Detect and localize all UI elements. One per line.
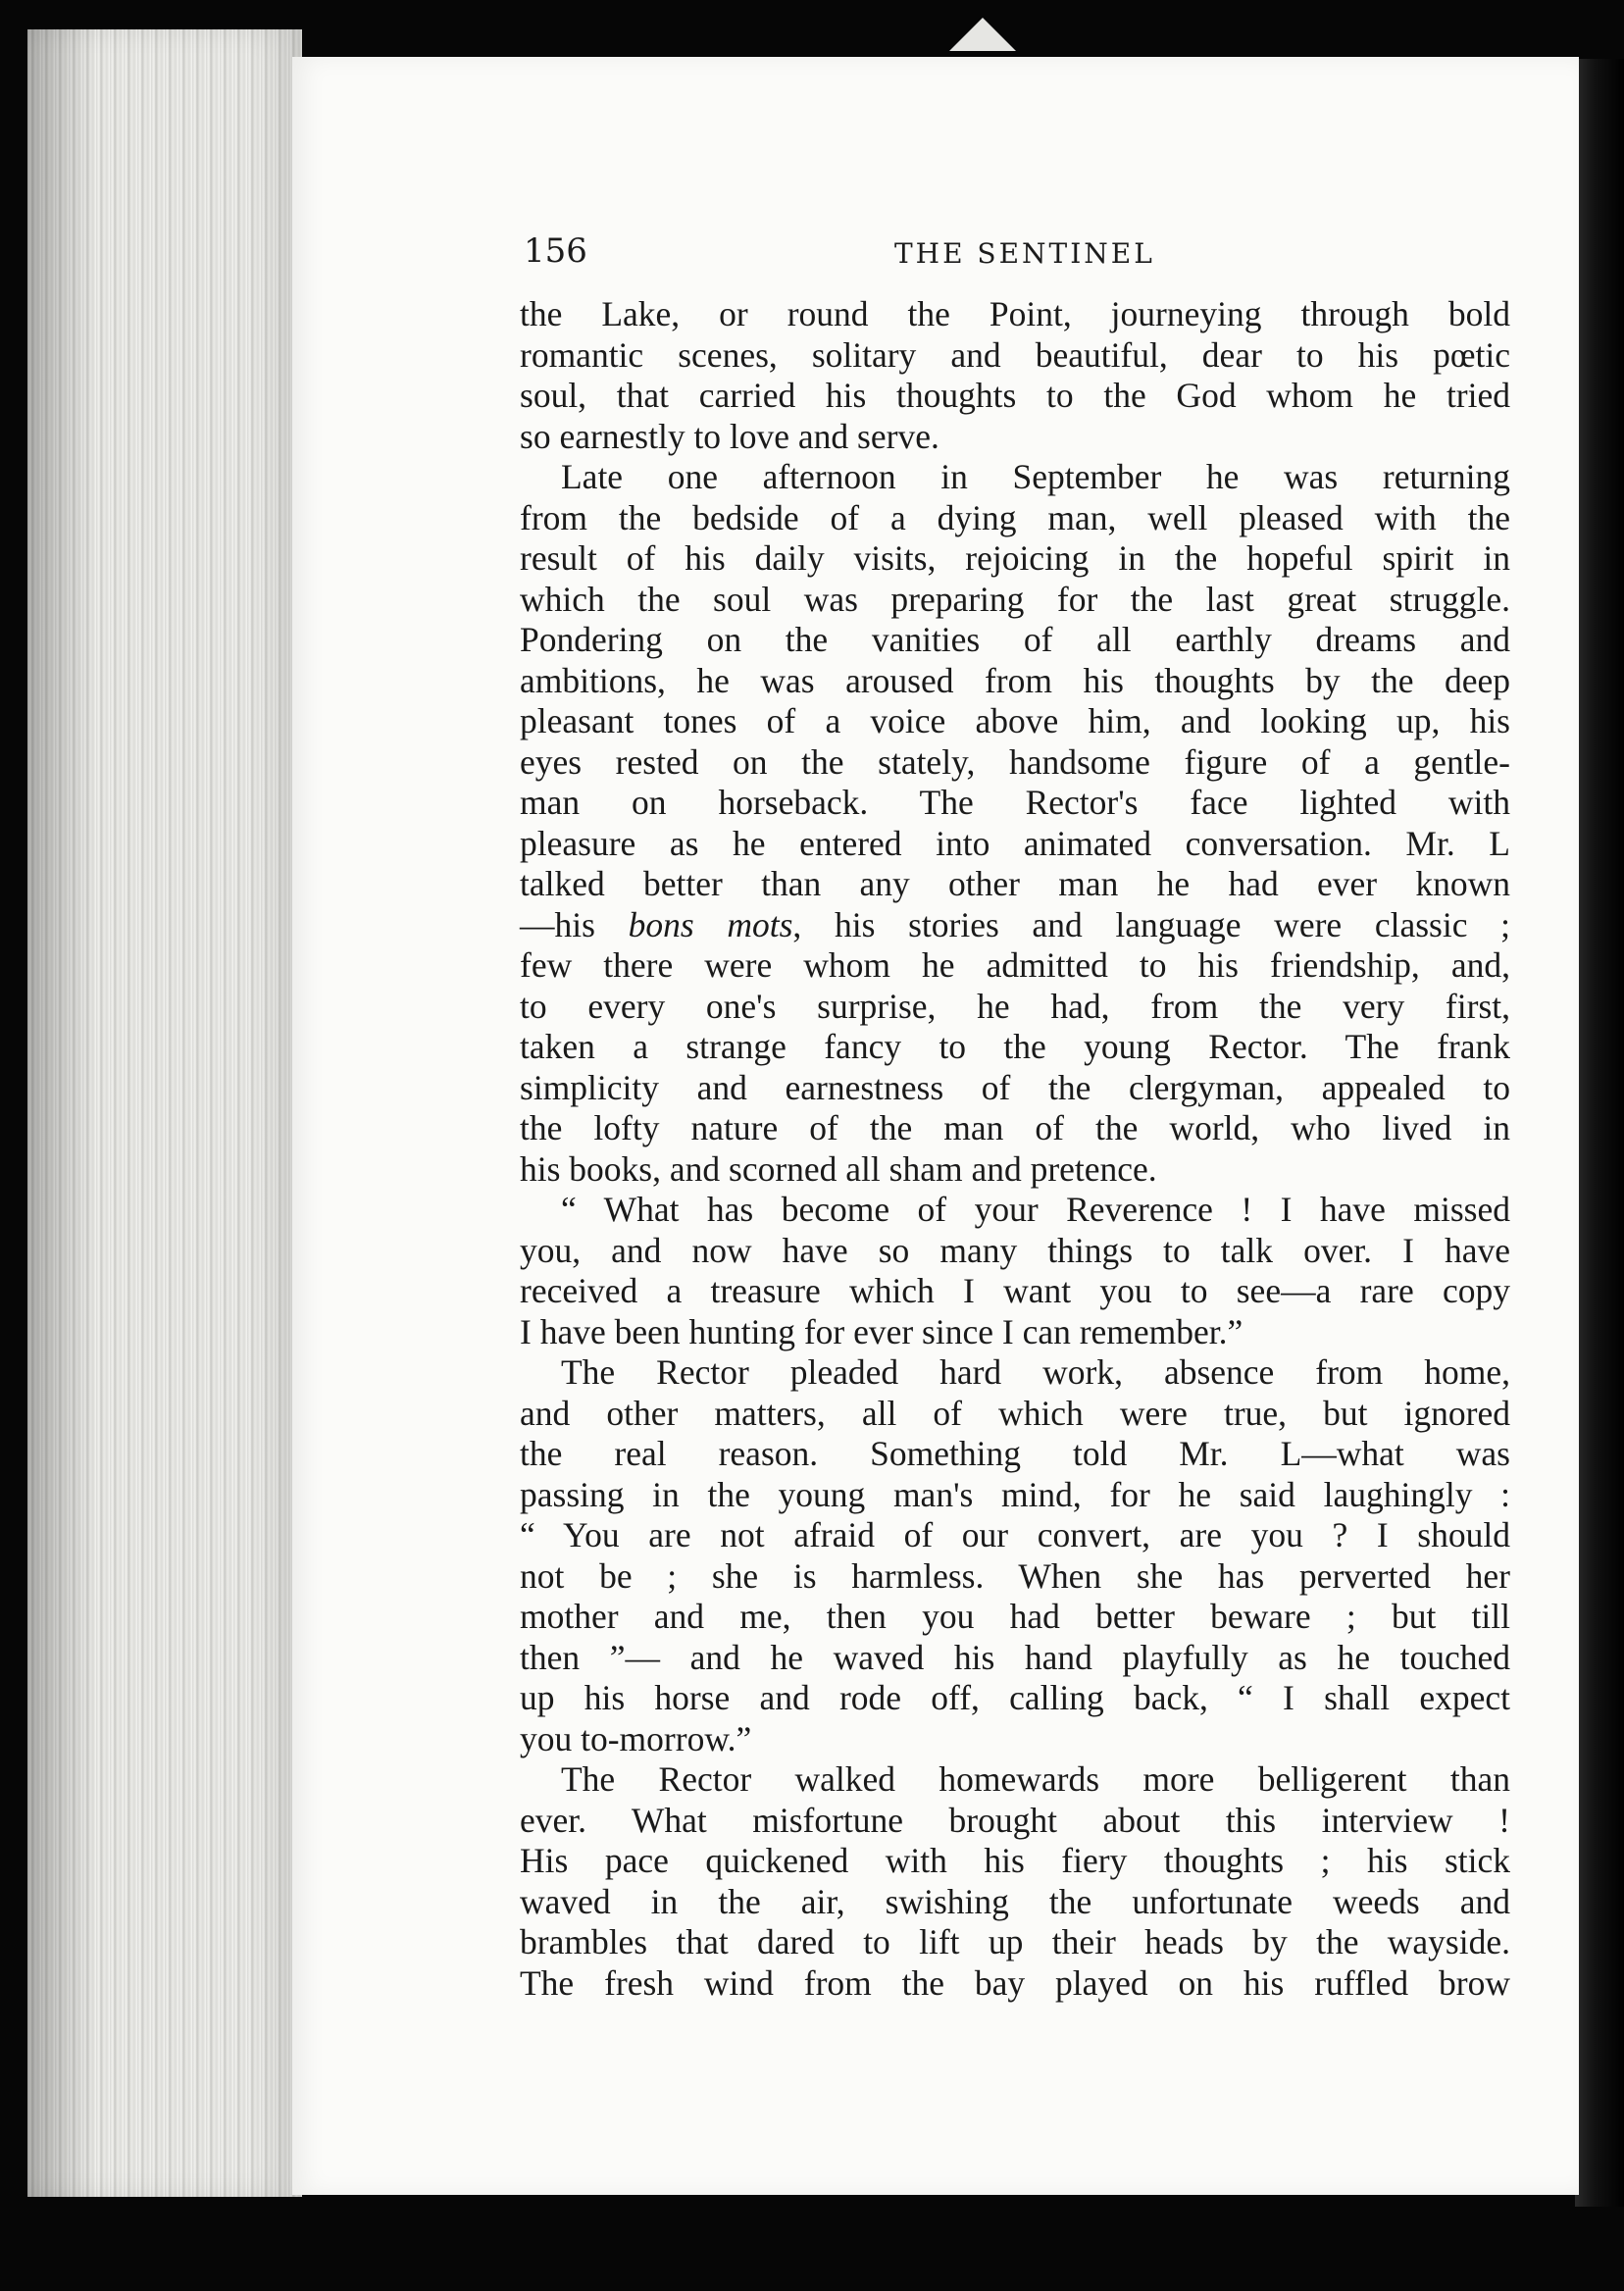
text-line: few there were whom he admitted to his friendship, and, — [520, 945, 1510, 985]
text-line: eyes rested on the stately, handsome figure of a gentle- — [520, 741, 1510, 782]
running-head: THE SENTINEL — [894, 237, 1155, 270]
text-line: man on horseback. The Rector's face lighted with — [520, 783, 1510, 822]
text-line: Late one afternoon in September he was returning — [561, 457, 1510, 496]
text-line: so earnestly to love and serve. — [520, 416, 939, 456]
text-line: Pondering on the vanities of all earthly dreams and — [520, 620, 1510, 659]
text-line: the lofty nature of the man of the world, who lived in — [520, 1108, 1510, 1147]
text-line: waved in the air, swishing the unfortunate weeds and — [520, 1881, 1510, 1921]
text-line: The Rector walked homewards more belligerent than — [561, 1759, 1510, 1799]
text-line: talked better than any other man he had ever known — [520, 864, 1510, 903]
text-line: soul, that carried his thoughts to the God whom he tried — [520, 376, 1510, 415]
body-text — [520, 294, 1510, 2004]
text-line: you to-morrow.” — [520, 1718, 752, 1758]
text-line: ever. What misfortune brought about this interview ! — [520, 1800, 1510, 1840]
text-line: simplicity and earnestness of the clergyman, appealed to — [520, 1067, 1510, 1107]
text-line: received a treasure which I want you to see—a rare copy — [520, 1271, 1510, 1310]
text-line: The fresh wind from the bay played on his ruffled brow — [520, 1962, 1510, 2003]
text-line: then ”— and he waved his hand playfully as he touched — [520, 1637, 1510, 1677]
page-tab-marker — [949, 18, 1016, 51]
text-line: which the soul was preparing for the last great struggle. — [520, 579, 1510, 619]
text-line: taken a strange fancy to the young Rector. The frank — [520, 1027, 1510, 1066]
text-line: the Lake, or round the Point, journeying through bold — [520, 294, 1510, 333]
text-line: you, and now have so many things to talk over. I have — [520, 1230, 1510, 1270]
text-line: The Rector pleaded hard work, absence from home, — [561, 1352, 1510, 1392]
stacked-page-edges — [27, 29, 302, 2197]
page-header — [524, 231, 1504, 271]
book-binding — [1575, 59, 1624, 2207]
text-line: —his bons mots, his stories and language were classic ; — [520, 904, 1510, 944]
text-line: from the bedside of a dying man, well pleased with the — [520, 497, 1510, 537]
text-line: and other matters, all of which were true, but ignored — [520, 1393, 1510, 1433]
text-line: result of his daily visits, rejoicing in the hopeful spirit in — [520, 538, 1510, 578]
text-line: his books, and scorned all sham and pretence. — [520, 1148, 1157, 1189]
text-line: not be ; she is harmless. When she has perverted her — [520, 1555, 1510, 1596]
text-line: romantic scenes, solitary and beautiful, dear to his pœtic — [520, 334, 1510, 375]
text-line: “ What has become of your Reverence ! I have missed — [561, 1190, 1510, 1229]
text-line: I have been hunting for ever since I can remember.” — [520, 1311, 1243, 1351]
text-line: to every one's surprise, he had, from the very first, — [520, 986, 1510, 1026]
text-line: passing in the young man's mind, for he said laughingly : — [520, 1474, 1510, 1514]
text-line: “ You are not afraid of our convert, are you ? I should — [520, 1515, 1510, 1554]
text-line: His pace quickened with his fiery thoughts ; his stick — [520, 1841, 1510, 1880]
page-number: 156 — [524, 231, 587, 271]
italic-phrase: bons mots — [628, 904, 793, 944]
text-line: pleasure as he entered into animated conversation. Mr. L — [520, 823, 1510, 863]
text-line: up his horse and rode off, calling back, “ I shall expect — [520, 1678, 1510, 1717]
text-line: ambitions, he was aroused from his thoughts by the deep — [520, 660, 1510, 700]
text-line: the real reason. Something told Mr. L—what was — [520, 1434, 1510, 1473]
text-line: mother and me, then you had better beware ; but till — [520, 1597, 1510, 1636]
text-line: pleasant tones of a voice above him, and looking up, his — [520, 701, 1510, 740]
text-line: brambles that dared to lift up their heads by the wayside. — [520, 1922, 1510, 1961]
